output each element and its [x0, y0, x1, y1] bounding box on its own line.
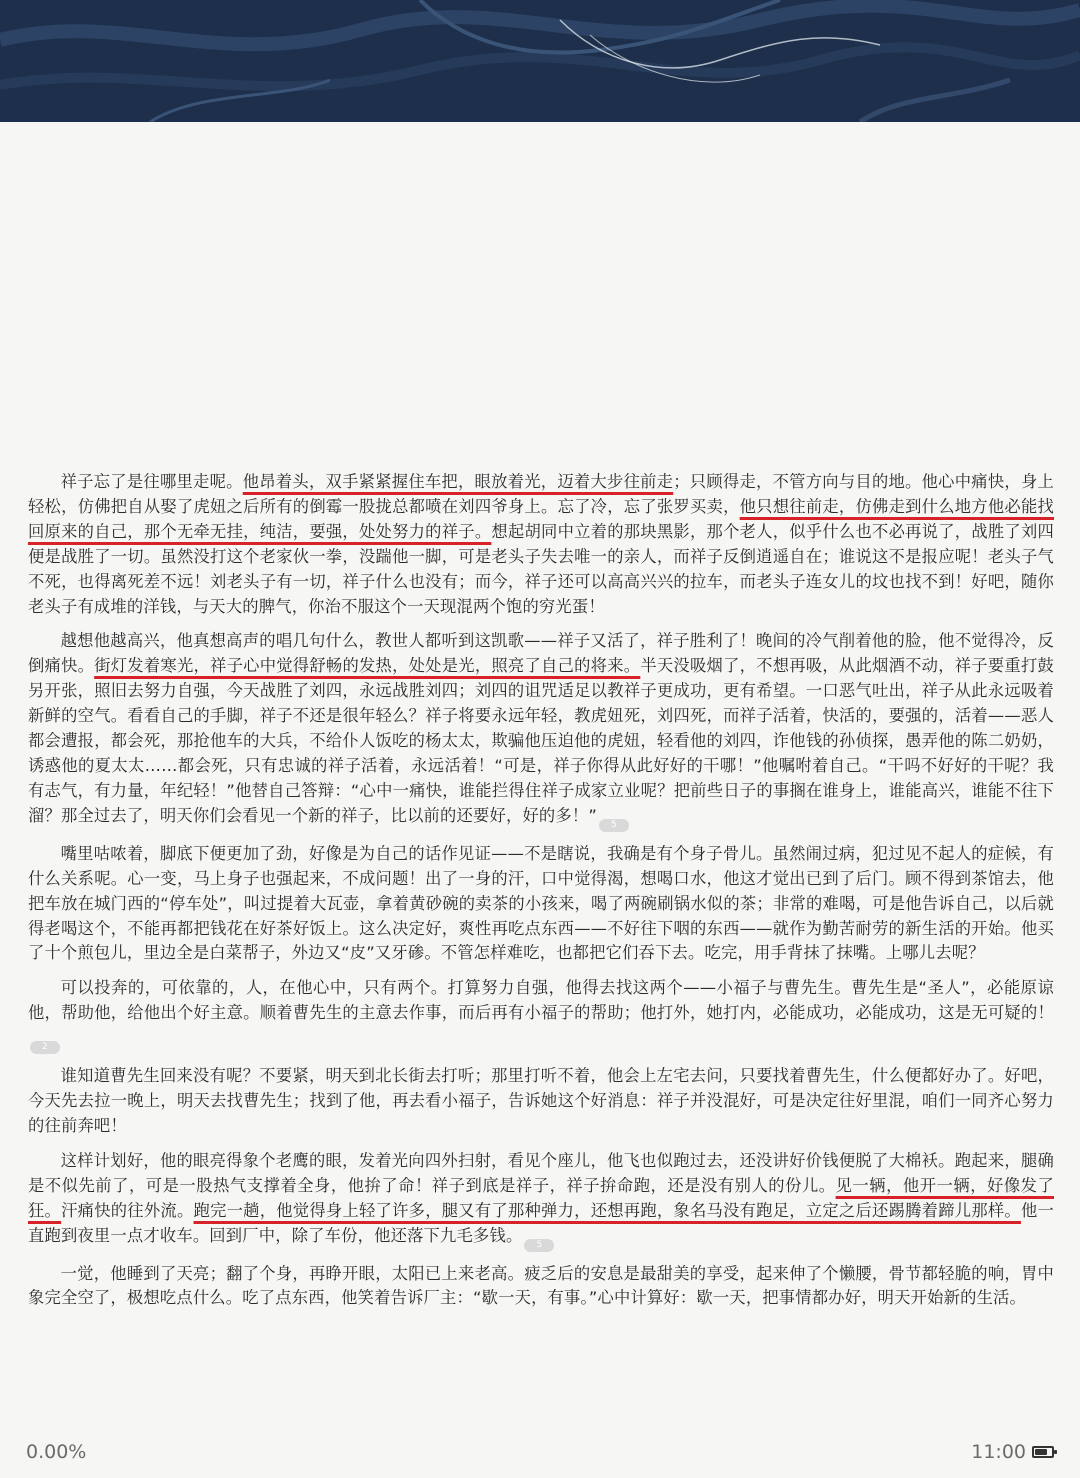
highlighted-text: 他昂着头，双手紧紧握住车把，眼放着光，迈着大步往前走 [242, 472, 674, 491]
text-segment: 想起胡同中立着的那块黑影，那个老人，似乎什么也不必再说了，战胜了刘四便是战胜了一切。虽然没打这个老家伙一拳，没踹他一脚，可是老头子失去唯一的亲人，而祥子反倒逍遥自在；谁说这不是报应呢！老头子气不死，也得离死差不远！刘老头子有一切，祥子什么也没有；而今，祥子还可以高高兴兴的拉车，而老头子连女儿的坟也找不到！好吧，随你老头子有成堆的洋钱，与天大的脾气，你治不服这个一天现混两个饱的穷光蛋！ [28, 521, 1054, 616]
chapter-header-banner [0, 0, 1080, 122]
text-segment: 嘴里咕哝着，脚底下便更加了劲，好像是为自己的话作见证——不是瞎说，我确是有个身子骨儿。虽然闹过病，犯过见不起人的症候，有什么关系呢。心一变，马上身子也强起来，不成问题！出了一身的汗，口中觉得渴，想喝口水，他这才觉出已到了后门。顾不得到茶馆去，他把车放在城门西的“停车处”，叫过提着大瓦壶，拿着黄砂碗的卖茶的小孩来，喝了两碗刷锅水似的茶；非常的难喝，可是他告诉自己，以后就得老喝这个，不能再都把钱花在好茶好饭上。这么决定好，爽性再吃点东西——不好往下咽的东西——就作为勤苦耐劳的新生活的开始。他买了十个煎包儿，里边全是白菜帮子，外边又“皮”又牙碜。不管怎样难吃，也都把它们吞下去。吃完，用手背抹了抹嘴。上哪儿去呢？ [28, 843, 1054, 963]
highlighted-text: 他只想往前走，仿佛走到什么地方他必能找回原来的自己，那个无牵无挂，纯洁，要强，处处努力的祥子。 [28, 496, 1054, 541]
text-segment: 可以投奔的，可依靠的，人，在他心中，只有两个。打算努力自强，他得去找这两个——小福子与曹先生。曹先生是“圣人”，必能原谅他，帮助他，给他出个好主意。顺着曹先生的主意去作事，而后再有小福子的帮助；他打外，她打内，必能成功，必能成功，这是无可疑的！ [28, 978, 1054, 1023]
clock: 11:00 [971, 1441, 1026, 1463]
comment-count-badge[interactable]: 2 [30, 1041, 60, 1054]
text-segment: 越想他越高兴，他真想高声的唱几句什么，教世人都听到这凯歌——祥子又活了，祥子胜利了！晚间的冷气削着他的脸，他不觉得冷，反倒痛快。 [28, 631, 1054, 676]
battery-icon [1032, 1446, 1054, 1458]
comment-count-badge[interactable]: 5 [599, 819, 629, 832]
battery-level [1035, 1449, 1047, 1455]
chapter-text [28, 470, 1054, 1321]
paragraph [28, 470, 1054, 619]
highlighted-text: 见一辆，他开一辆，好像发了狂。 [28, 1175, 1054, 1220]
text-segment: 这样计划好，他的眼亮得象个老鹰的眼，发着光向四外扫射，看见个座儿，他飞也似跑过去，还没讲好价钱便脱了大棉袄。跑起来，腿确是不似先前了，可是一股热气支撑着全身，他拚了命！祥子到底是祥子，祥子拚命跑，还是没有别人的份儿。 [28, 1150, 1054, 1195]
text-segment: 他一直跑到夜里一点才收车。回到厂中，除了车份，他还落下九毛多钱。 [28, 1200, 1054, 1245]
text-segment: 汗痛快的往外流。 [61, 1200, 194, 1220]
paragraph [28, 976, 1054, 1054]
highlighted-text: 街灯发着寒光，祥子心中觉得舒畅的发热，处处是光，照亮了自己的将来。 [94, 656, 641, 676]
text-segment: 谁知道曹先生回来没有呢？不要紧，明天到北长街去打听；那里打听不着，他会上左宅去问，只要找着曹先生，什么便都好办了。好吧，今天先去拉一晚上，明天去找曹先生；找到了他，再去看小福子，告诉她这个好消息：祥子并没混好，可是决定往好里混，咱们一同齐心努力的往前奔吧！ [28, 1066, 1054, 1135]
text-segment: 一觉，他睡到了天亮；翻了个身，再睁开眼，太阳已上来老高。疲乏后的安息是最甜美的享受，起来伸了个懒腰，骨节都轻脆的响，胃中象完全空了，极想吃点什么。吃了点东西，他笑着告诉厂主：“歇一天，有事。”心中计算好：歇一天，把事情都办好，明天开始新的生活。 [28, 1263, 1054, 1308]
status-area [971, 1441, 1054, 1463]
comment-count-badge[interactable]: 5 [524, 1239, 554, 1252]
text-segment: 祥子忘了是往哪里走呢。 [60, 472, 243, 491]
marble-pattern [0, 0, 1080, 122]
paragraph [28, 1262, 1054, 1312]
paragraph [28, 629, 1054, 831]
text-segment: ；只顾得走，不管方向与目的地。他心中痛快，身上轻松，仿佛把自从娶了虎妞之后所有的倒霉一股拢总都喷在刘四爷身上。忘了冷，忘了张罗买卖， [28, 472, 1055, 516]
paragraph [28, 1064, 1054, 1139]
highlighted-text: 跑完一趟，他觉得身上轻了许多，腿又有了那种弹力，还想再跑，象名马没有跑足，立定之后还踢腾着蹄儿那样。 [193, 1200, 1021, 1220]
paragraph [28, 1149, 1054, 1252]
text-segment: 半天没吸烟了，不想再吸，从此烟酒不动，祥子要重打鼓另开张，照旧去努力自强，今天战胜了刘四，永远战胜刘四；刘四的诅咒适足以教祥子更成功，更有希望。一口恶气吐出，祥子从此永远吸着新鲜的空气。看看自己的手脚，祥子不还是很年轻么？祥子将要永远年轻，教虎妞死，刘四死，而祥子活着，快活的，要强的，活着——恶人都会遭报，都会死，那抢他车的大兵，不给仆人饭吃的杨太太，欺骗他压迫他的虎妞，轻看他的刘四，诈他钱的孙侦探，愚弄他的陈二奶奶，诱惑他的夏太太……都会死，只有忠诚的祥子活着，永远活着！“可是，祥子你得从此好好的干哪！”他嘱咐着自己。“干吗不好好的干呢？我有志气，有力量，年纪轻！”他替自己答辩：“心中一痛快，谁能拦得住祥子成家立业呢？把前些日子的事搁在谁身上，谁能高兴，谁能不往下溜？那全过去了，明天你们会看见一个新的祥子，比以前的还要好，好的多！” [28, 656, 1054, 825]
paragraph [28, 842, 1054, 967]
reading-progress: 0.00% [26, 1441, 87, 1463]
